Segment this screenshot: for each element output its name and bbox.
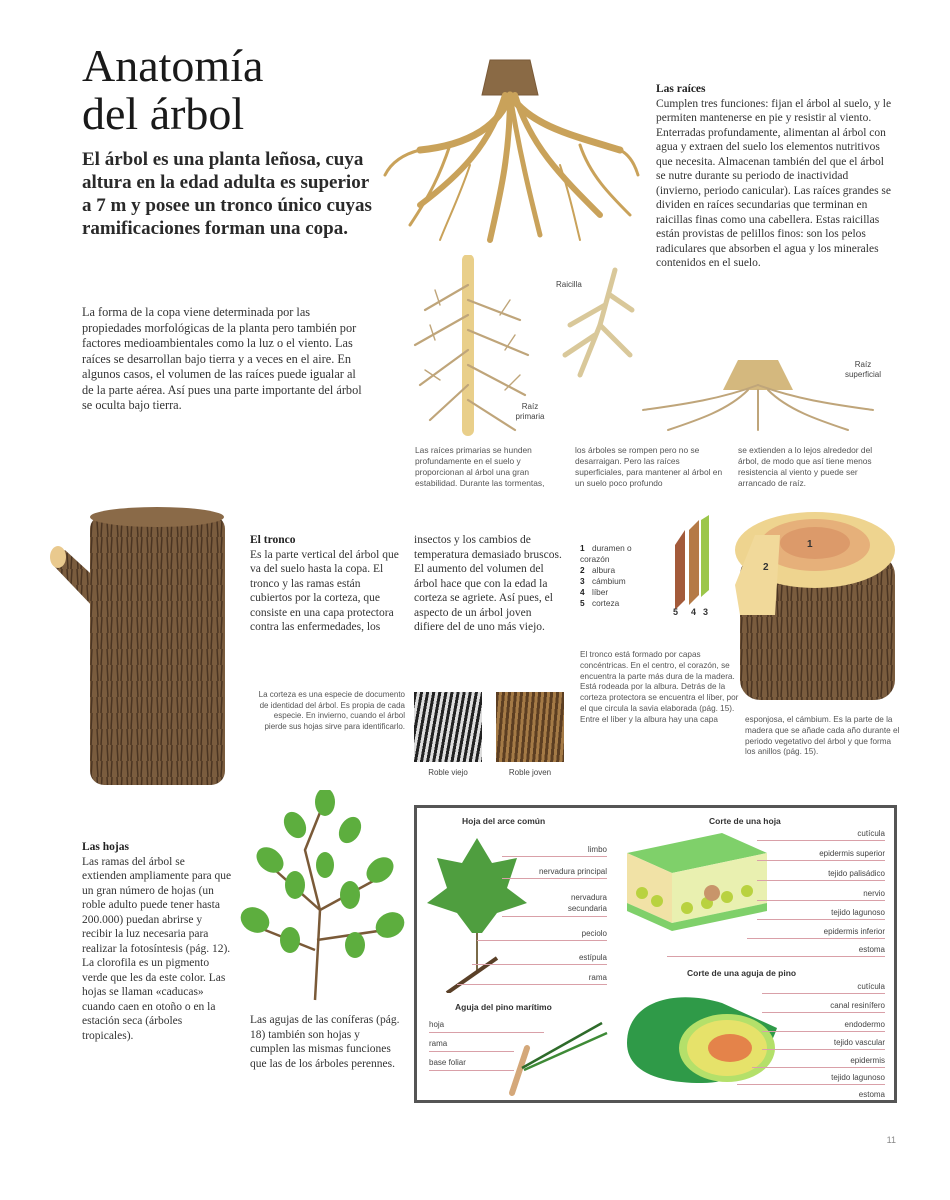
wood-layers-legend	[580, 543, 660, 609]
pine-needle-title: Aguja del pino marítimo	[455, 1002, 552, 1012]
leaf-label-cuticle: cutícula	[857, 829, 885, 838]
needle-label-stoma: estoma	[858, 1090, 885, 1099]
needle-cross-section-illustration	[622, 983, 782, 1088]
maple-label-secondary-vein: nervadura secundaria	[567, 893, 607, 913]
leaf-label-vein: nervio	[863, 889, 885, 898]
old-oak-label: Roble viejo	[428, 768, 468, 777]
roots-section	[656, 82, 896, 271]
root-system-illustration	[380, 55, 640, 245]
surface-root-label: Raíz superficial	[844, 360, 881, 379]
young-oak-bark-swatch	[496, 692, 564, 762]
root-caption-1: Las raíces primarias se hunden profundamente en el suelo y proporcionan al árbol una gran estabilidad. Durante las tormentas,	[415, 445, 545, 488]
needle-label-vascular: tejido vascular	[833, 1038, 885, 1047]
page-number: 11	[886, 1135, 896, 1145]
legend-item: 2 albura	[580, 565, 616, 575]
maple-leaf-illustration	[427, 833, 527, 993]
legend-item: 4 líber	[580, 587, 609, 597]
legend-item: 1 duramen o corazón	[580, 543, 632, 564]
maple-label-petiole: peciolo	[581, 929, 607, 938]
leaves-text: Las ramas del árbol se extienden ampliamente para que un gran número de hojas (un roble adulto puede tener hasta 200.000) puedan abrirse y recibir la luz necesaria para realizar la fotosíntesis (pág. 12). La clorofila es un pigmento verde que les da este color. Las hojas se llaman «caducas» cuando caen en otoño o en la estación seca (árboles tropicales).	[82, 855, 232, 1042]
root-caption-3: se extienden a lo lejos alrededor del árbol, de modo que así tiene menos resistencia al viento y puede ser arrancado de raíz.	[738, 445, 873, 488]
leaf-cross-section-illustration	[622, 833, 772, 943]
roots-text: Cumplen tres funciones: fijan el árbol al suelo, y le permiten mantenerse en pie y resistir al viento. Enterradas profundamente, alimentan al árbol con agua y extraen del suelo los elementos nutritivos que necesita. Almacenan también del que el árbol se nutre durante su periodo de inactividad (invierno, periodo canicular). Las raíces grandes se dividen en raíces secundarias que terminan en raicillas finas como una cabellera. Estas raicillas están provistas de pelillos finos: son los pelos radiculares que absorben el agua y los minerales contenidos en el suelo.	[656, 97, 892, 269]
needle-label-epidermis: epidermis	[850, 1056, 885, 1065]
svg-text:2: 2	[763, 562, 769, 573]
trunk-text-col1: Es la parte vertical del árbol que va del suelo hasta la copa. El tronco y las ramas están cubiertos por la corteza, que consiste en una capa protectora contra las enfermedades, los	[250, 548, 399, 633]
leaves-section	[82, 840, 232, 1043]
rings-text-col2: esponjosa, el cámbium. Es la parte de la madera que se añade cada año durante el periodo vegetativo del árbol y que forma los anillos (pág. 15).	[745, 715, 900, 757]
legend-item: 3 cámbium	[580, 576, 626, 586]
leaf-anatomy-box	[414, 805, 897, 1103]
intro-paragraph: La forma de la copa viene determinada por las propiedades morfológicas de la planta pero también por factores medioambientales como la luz o el viento. Las raíces se desarrollan bajo tierra y a veces en el aire. En algunos casos, el volumen de las raíces puede igualar al de la parte aérea. Así pues una parte importante del árbol se oculta bajo tierra.	[82, 305, 362, 412]
maple-label-limbo: limbo	[587, 845, 607, 854]
leaf-label-upper-epidermis: epidermis superior	[819, 849, 885, 858]
page-title	[82, 42, 382, 138]
maple-label-branch: rama	[588, 973, 607, 982]
conifer-text: Las agujas de las coníferas (pág. 18) también son hojas y cumplen las mismas funciones que las de los árboles perennes.	[250, 1014, 400, 1070]
maple-leaf-title: Hoja del arce común	[462, 816, 546, 826]
needle-label-spongy: tejido lagunoso	[831, 1073, 885, 1082]
needle-label-resin-canal: canal resinífero	[830, 1001, 885, 1010]
trunk-section	[250, 533, 400, 635]
svg-text:5: 5	[673, 607, 679, 617]
leafy-branch-illustration	[235, 790, 410, 1005]
leaf-label-palisade: tejido palisádico	[828, 869, 885, 878]
legend-item: 5 corteza	[580, 598, 620, 608]
needle-section-title: Corte de una aguja de pino	[687, 968, 797, 978]
needle-label-base: base foliar	[429, 1058, 466, 1067]
trunk-illustration	[45, 505, 240, 790]
svg-text:1: 1	[807, 539, 813, 550]
rings-text-col1: El tronco está formado por capas concéntricas. En el centro, el corazón, se encuentra la parte más dura de la madera. Está rodeada por la albura. Detrás de la corteza protectora se encuentra el líber, por el que circula la savia elaborada (pág. 15). Entre el líber y la albura hay una capa	[580, 650, 739, 724]
young-oak-label: Roble joven	[508, 768, 552, 777]
maple-label-main-vein: nervadura principal	[538, 867, 607, 876]
title-line-2: del árbol	[82, 88, 245, 139]
root-caption-2: los árboles se rompen pero no se desarraigan. Pero las raíces superficiales, para mantener al árbol en un suelo poco profundo	[575, 445, 723, 488]
maple-label-stipule: estípula	[578, 953, 607, 962]
rootlet-label: Raicilla	[556, 280, 582, 289]
old-oak-bark-swatch	[414, 692, 482, 762]
leaves-heading: Las hojas	[82, 841, 129, 853]
primary-root-label: Raíz primaria	[515, 402, 545, 421]
leaf-label-spongy: tejido lagunoso	[831, 908, 885, 917]
needle-label-endoderm: endodermo	[844, 1020, 885, 1029]
leaf-section-title: Corte de una hoja	[709, 816, 781, 826]
needle-label-cuticle: cutícula	[857, 982, 885, 991]
lead-paragraph: El árbol es una planta leñosa, cuya altura en la edad adulta es superior a 7 m y posee un tronco único cuyas ramificaciones forman una copa.	[82, 149, 372, 239]
rootlet-illustration	[560, 265, 640, 385]
svg-text:4: 4	[691, 607, 697, 617]
bark-caption: La corteza es una especie de documento de identidad del árbol. Es propia de cada especie. En invierno, cuando el árbol pierde sus hojas sirve para identificarlo.	[258, 690, 405, 731]
pine-needle-illustration	[507, 1018, 617, 1098]
trunk-heading: El tronco	[250, 534, 296, 546]
roots-heading: Las raíces	[656, 83, 706, 95]
leaf-label-stoma: estoma	[858, 945, 885, 954]
title-line-1: Anatomía	[82, 40, 264, 91]
svg-text:3: 3	[703, 607, 709, 617]
needle-label-leaf: hoja	[429, 1020, 445, 1029]
needle-label-branch: rama	[429, 1039, 448, 1048]
trunk-text-col2: insectos y los cambios de temperatura demasiado bruscos. El aumento del volumen del árbol hace que con la edad la corteza se agriete. Así pues, el aspecto de un árbol joven difiere del de uno más viejo.	[414, 534, 562, 633]
leaf-label-lower-epidermis: epidermis inferior	[823, 927, 885, 936]
